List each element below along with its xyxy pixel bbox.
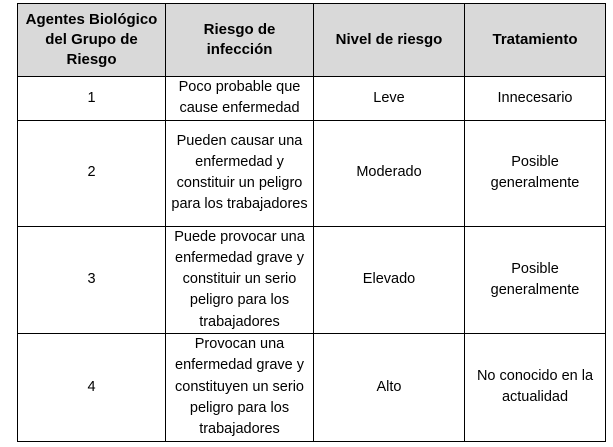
cell-tratamiento: Innecesario [465,77,606,121]
cell-grupo: 1 [18,77,166,121]
cell-riesgo-infeccion: Puede provocar una enfermedad grave y constituir un serio peligro para los trabajadores [166,226,314,333]
biological-risk-table [17,3,606,442]
cell-nivel-riesgo: Moderado [314,120,465,226]
table-row [18,226,606,333]
cell-grupo: 3 [18,226,166,333]
header-tratamiento: Tratamiento [465,4,606,77]
header-grupo-riesgo: Agentes Biológico del Grupo de Riesgo [18,4,166,77]
header-nivel-riesgo: Nivel de riesgo [314,4,465,77]
cell-tratamiento: Posible generalmente [465,226,606,333]
cell-riesgo-infeccion: Poco probable que cause enfermedad [166,77,314,121]
cell-nivel-riesgo: Elevado [314,226,465,333]
table-row [18,120,606,226]
cell-nivel-riesgo: Alto [314,334,465,441]
cell-tratamiento: Posible generalmente [465,120,606,226]
cell-tratamiento: No conocido en la actualidad [465,334,606,441]
cell-grupo: 2 [18,120,166,226]
header-riesgo-infeccion: Riesgo de infección [166,4,314,77]
table-header-row [18,4,606,77]
cell-nivel-riesgo: Leve [314,77,465,121]
cell-riesgo-infeccion: Pueden causar una enfermedad y constituir un peligro para los trabajadores [166,120,314,226]
cell-grupo: 4 [18,334,166,441]
table-row [18,334,606,441]
table-row [18,77,606,121]
cell-riesgo-infeccion: Provocan una enfermedad grave y constituyen un serio peligro para los trabajadores [166,334,314,441]
